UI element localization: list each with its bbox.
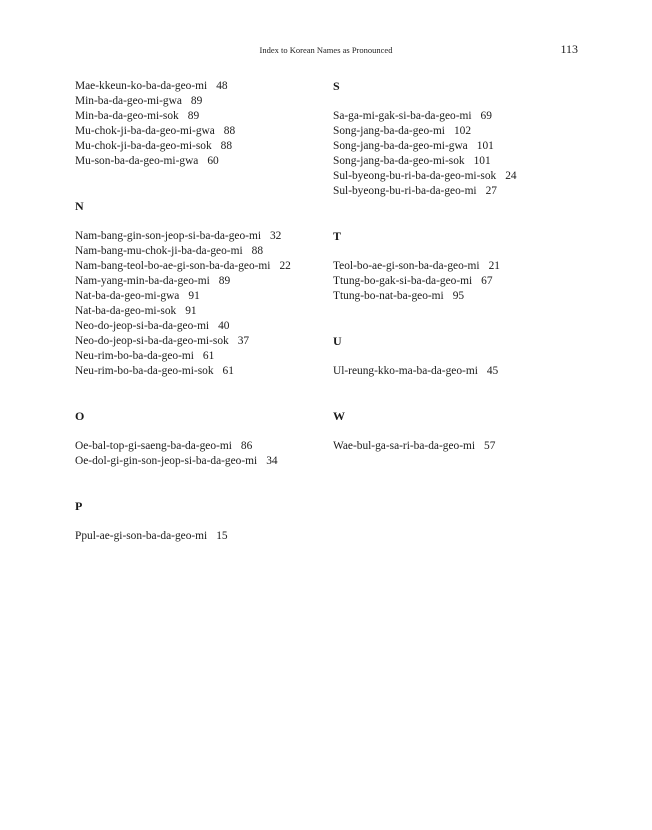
index-entry [333, 289, 595, 304]
index-entry [333, 154, 595, 169]
entry-term: Nam-bang-mu-chok-ji-ba-da-geo-mi [75, 245, 243, 257]
index-entry [75, 304, 337, 319]
index-entry [75, 124, 337, 139]
index-column-left [75, 79, 337, 574]
index-entry [333, 364, 595, 379]
index-entry [75, 364, 337, 379]
entry-page-number: 40 [218, 320, 230, 332]
entry-page-number: 95 [452, 290, 465, 302]
entry-page-number: 89 [187, 110, 200, 122]
entry-term: Nam-bang-teol-bo-ae-gi-son-ba-da-geo-mi [75, 260, 271, 272]
index-entry-list [75, 439, 337, 469]
index-entry [75, 139, 337, 154]
index-entry [75, 259, 337, 274]
entry-term: Wae-bul-ga-sa-ri-ba-da-geo-mi [333, 440, 476, 452]
entry-term: Neo-do-jeop-si-ba-da-geo-mi [75, 320, 210, 332]
entry-page-number: 27 [485, 185, 497, 197]
index-entry [75, 94, 337, 109]
entry-page-number: 88 [223, 125, 236, 137]
entry-page-number: 24 [505, 170, 517, 182]
running-head: Index to Korean Names as Pronounced [259, 45, 393, 55]
entry-page-number: 86 [240, 440, 253, 452]
index-entry [75, 79, 337, 94]
entry-page-number: 67 [481, 275, 493, 287]
index-entry [333, 139, 595, 154]
entry-page-number: 48 [216, 80, 228, 92]
entry-page-number: 22 [279, 260, 291, 272]
index-section [75, 499, 337, 544]
page-number: 113 [560, 42, 578, 56]
index-entry [75, 274, 337, 289]
entry-page-number: 91 [188, 290, 200, 302]
entry-page-number: 89 [218, 275, 231, 287]
index-section [333, 409, 595, 454]
index-entry-list [75, 229, 337, 379]
section-letter: T [333, 229, 342, 243]
index-entry [75, 229, 337, 244]
index-entry [75, 244, 337, 259]
entry-term: Oe-dol-gi-gin-son-jeop-si-ba-da-geo-mi [75, 455, 258, 467]
entry-term: Nam-yang-min-ba-da-geo-mi [75, 275, 210, 287]
index-column-right [333, 79, 595, 484]
entry-term: Ppul-ae-gi-son-ba-da-geo-mi [75, 530, 208, 542]
index-section [75, 79, 337, 169]
section-letter: W [333, 409, 345, 423]
entry-term: Nat-ba-da-geo-mi-sok [75, 305, 177, 317]
entry-page-number: 88 [251, 245, 264, 257]
entry-term: Song-jang-ba-da-geo-mi [333, 125, 445, 137]
index-entry [333, 109, 595, 124]
entry-page-number: 101 [476, 140, 494, 152]
entry-term: Song-jang-ba-da-geo-mi-gwa [333, 140, 468, 152]
index-section [333, 229, 595, 304]
entry-page-number: 57 [484, 440, 496, 452]
index-entry-list [333, 109, 595, 199]
entry-term: Neu-rim-bo-ba-da-geo-mi-sok [75, 365, 214, 377]
index-section [75, 409, 337, 469]
index-entry [75, 289, 337, 304]
entry-page-number: 15 [216, 530, 228, 542]
index-entry-list [333, 364, 595, 379]
index-entry [333, 439, 595, 454]
entry-term: Teol-bo-ae-gi-son-ba-da-geo-mi [333, 260, 480, 272]
entry-term: Ttung-bo-nat-ba-geo-mi [333, 290, 444, 302]
index-entry [333, 124, 595, 139]
index-section [333, 334, 595, 379]
section-letter: N [75, 199, 84, 213]
entry-term: Min-ba-da-geo-mi-sok [75, 110, 179, 122]
entry-page-number: 101 [473, 155, 491, 167]
entry-page-number: 32 [269, 230, 282, 242]
index-entry [333, 274, 595, 289]
entry-term: Mae-kkeun-ko-ba-da-geo-mi [75, 80, 208, 92]
entry-term: Sa-ga-mi-gak-si-ba-da-geo-mi [333, 110, 472, 122]
section-letter: U [333, 334, 342, 348]
section-letter: O [75, 409, 85, 423]
index-entry [75, 334, 337, 349]
entry-page-number: 69 [480, 110, 492, 122]
index-entry [333, 184, 595, 199]
entry-page-number: 34 [266, 455, 278, 467]
section-letter: S [333, 79, 340, 93]
entry-term: Nam-bang-gin-son-jeop-si-ba-da-geo-mi [75, 230, 261, 242]
index-entry [333, 169, 595, 184]
entry-term: Mu-chok-ji-ba-da-geo-mi-gwa [75, 125, 215, 137]
entry-page-number: 21 [488, 260, 500, 272]
index-section [333, 79, 595, 199]
index-entry [75, 454, 337, 469]
index-entry-list [333, 259, 595, 304]
index-entry [75, 109, 337, 124]
index-entry [75, 319, 337, 334]
index-entry [333, 259, 595, 274]
entry-page-number: 61 [222, 365, 234, 377]
index-entry-list [75, 79, 337, 169]
entry-term: Nat-ba-da-geo-mi-gwa [75, 290, 180, 302]
entry-term: Sul-byeong-bu-ri-ba-da-geo-mi [333, 185, 477, 197]
index-entry [75, 154, 337, 169]
entry-term: Song-jang-ba-da-geo-mi-sok [333, 155, 465, 167]
entry-page-number: 102 [453, 125, 472, 137]
entry-term: Mu-son-ba-da-geo-mi-gwa [75, 155, 199, 167]
index-entry-list [75, 529, 337, 544]
index-entry [75, 439, 337, 454]
index-section [75, 199, 337, 379]
entry-term: Ul-reung-kko-ma-ba-da-geo-mi [333, 365, 478, 377]
entry-page-number: 91 [185, 305, 197, 317]
index-entry-list [333, 439, 595, 454]
entry-term: Neo-do-jeop-si-ba-da-geo-mi-sok [75, 335, 229, 347]
entry-term: Neu-rim-bo-ba-da-geo-mi [75, 350, 194, 362]
entry-page-number: 88 [220, 140, 233, 152]
index-entry [75, 529, 337, 544]
entry-page-number: 45 [486, 365, 499, 377]
entry-page-number: 37 [237, 335, 250, 347]
entry-term: Min-ba-da-geo-mi-gwa [75, 95, 182, 107]
entry-term: Mu-chok-ji-ba-da-geo-mi-sok [75, 140, 212, 152]
entry-page-number: 89 [190, 95, 203, 107]
entry-term: Oe-bal-top-gi-saeng-ba-da-geo-mi [75, 440, 232, 452]
section-letter: P [75, 499, 83, 513]
entry-term: Sul-byeong-bu-ri-ba-da-geo-mi-sok [333, 170, 497, 182]
index-entry [75, 349, 337, 364]
entry-page-number: 61 [202, 350, 215, 362]
entry-term: Ttung-bo-gak-si-ba-da-geo-mi [333, 275, 473, 287]
entry-page-number: 60 [207, 155, 219, 167]
